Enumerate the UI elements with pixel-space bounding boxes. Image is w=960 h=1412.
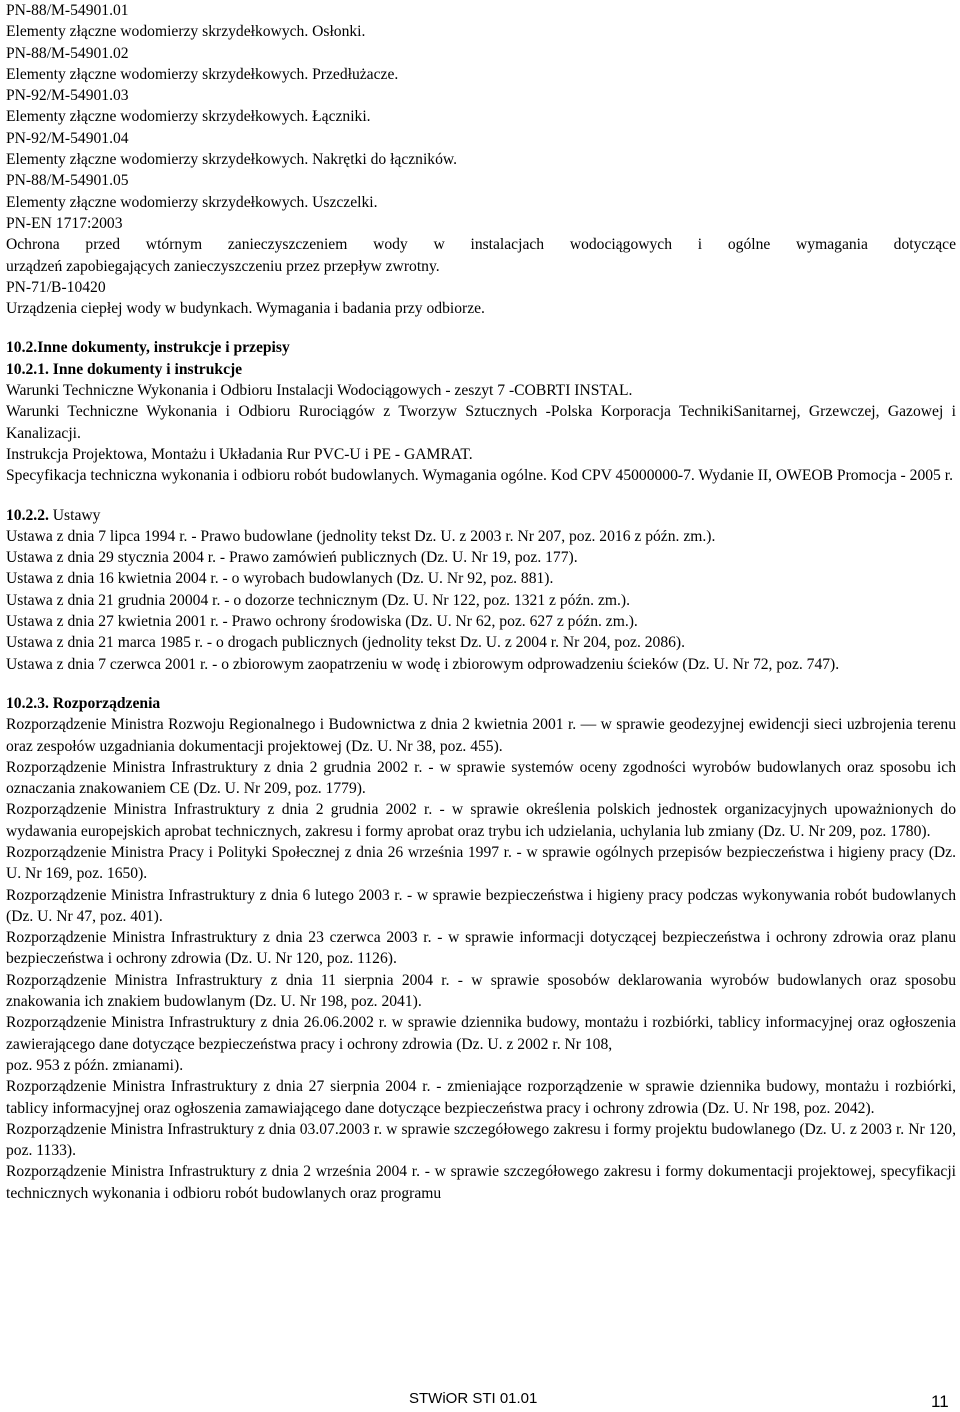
standard-code: PN-92/M-54901.03 bbox=[6, 87, 129, 105]
regulation-item: Rozporządzenie Ministra Infrastruktury z dnia 2 grudnia 2002 r. - w sprawie systemów oceny zgodności wyrobów budowlanych oraz sposobu ich oznaczania znakowaniem CE (Dz. U. Nr 209, poz. 1779). bbox=[6, 758, 956, 798]
standard-title: Ochrona przed wtórnym zanieczyszczeniem wody w instalacjach wodociągowych i ogólne wymagania dotyczące bbox=[6, 236, 956, 254]
document-item: Instrukcja Projektowa, Montażu i Układania Rur PVC-U i PE - GAMRAT. bbox=[6, 445, 473, 463]
law-item: Ustawa z dnia 7 lipca 1994 r. - Prawo budowlane (jednolity tekst Dz. U. z 2003 r. Nr 207, poz. 2016 z późn. zm.). bbox=[6, 527, 716, 545]
heading-number: 10.2.3. bbox=[6, 694, 49, 712]
regulation-item: Rozporządzenie Ministra Infrastruktury z dnia 2 września 2004 r. - w sprawie szczegółowego zakresu i formy dokumentacji projektowej, specyfikacji technicznych wykonania i odbioru robót budowlanych oraz programu bbox=[6, 1163, 956, 1202]
regulation-item: Rozporządzenie Ministra Infrastruktury z dnia 6 lutego 2003 r. - w sprawie bezpieczeństwa i higieny pracy podczas wykonywania robót budowlanych (Dz. U. Nr 47, poz. 401). bbox=[6, 886, 956, 925]
regulation-item: Rozporządzenie Ministra Infrastruktury z dnia 27 sierpnia 2004 r. - zmieniające rozporządzenie w sprawie dziennika budowy, montażu i rozbiórki, tablicy informacyjnej oraz ogłoszenia zamawiającego dane dotyczące bezpieczeństwa pracy i ochrony zdrowia (Dz. U. Nr 198, poz. 2042). bbox=[6, 1078, 956, 1117]
standard-title: Elementy złączne wodomierzy skrzydełkowych. Osłonki. bbox=[6, 23, 366, 41]
standard-title: Urządzenia ciepłej wody w budynkach. Wymagania i badania przy odbiorze. bbox=[6, 300, 485, 318]
standard-title: Elementy złączne wodomierzy skrzydełkowych. Łączniki. bbox=[6, 108, 371, 126]
subsection-heading bbox=[6, 693, 956, 714]
document-item: Specyfikacja techniczna wykonania i odbioru robót budowlanych. Wymagania ogólne. Kod CPV 45000000-7. Wydanie II, OWEOB Promocja - 2005 r. bbox=[6, 467, 953, 485]
document-item: Warunki Techniczne Wykonania i Odbioru Rurociągów z Tworzyw Sztucznych -Polska Korporacja TechnikiSanitarnej, Grzewczej, Gazowej i Kanalizacji. bbox=[6, 403, 956, 442]
regulation-item: Rozporządzenie Ministra Infrastruktury z dnia 11 sierpnia 2004 r. - w sprawie sposobów deklarowania wyrobów budowlanych oraz sposobu znakowania ich znakiem budowlanym (Dz. U. Nr 198, poz. 2041). bbox=[6, 971, 956, 1011]
standard-title: Elementy złączne wodomierzy skrzydełkowych. Nakrętki do łączników. bbox=[6, 151, 458, 169]
law-item: Ustawa z dnia 21 grudnia 20004 r. - o dozorze technicznym (Dz. U. Nr 122, poz. 1321 z późn. zm.). bbox=[6, 591, 631, 609]
page-number: 11 bbox=[931, 1392, 949, 1411]
regulation-item-continued: poz. 953 z późn. zmianami). bbox=[6, 1056, 184, 1074]
regulation-item: Rozporządzenie Ministra Pracy i Polityki Społecznej z dnia 26 września 1997 r. - w sprawie ogólnych przepisów bezpieczeństwa i higieny pracy (Dz. U. Nr 169, poz. 1650). bbox=[6, 843, 956, 883]
regulation-item: Rozporządzenie Ministra Infrastruktury z dnia 26.06.2002 r. w sprawie dziennika budowy, montażu i rozbiórki, tablicy informacyjnej oraz ogłoszenia zawierającego dane dotyczące bezpieczeństwa pracy i ochrony zdrowia (Dz. U. z 2002 r. Nr 108, bbox=[6, 1014, 956, 1053]
document-item: Warunki Techniczne Wykonania i Odbioru Instalacji Wodociągowych - zeszyt 7 -COBRTI INSTAL. bbox=[6, 382, 633, 400]
standard-code: PN-88/M-54901.05 bbox=[6, 172, 129, 190]
standard-code: PN-88/M-54901.02 bbox=[6, 44, 129, 62]
standard-code: PN-92/M-54901.04 bbox=[6, 129, 129, 147]
regulation-item: Rozporządzenie Ministra Infrastruktury z dnia 03.07.2003 r. w sprawie szczegółowego zakresu i formy projektu budowlanego (Dz. U. z 2003 r. Nr 120, poz. 1133). bbox=[6, 1120, 956, 1160]
subsection-heading bbox=[6, 505, 956, 526]
standard-code: PN-EN 1717:2003 bbox=[6, 214, 123, 232]
document-page bbox=[6, 0, 956, 1204]
standard-title: Elementy złączne wodomierzy skrzydełkowych. Przedłużacze. bbox=[6, 65, 399, 83]
regulation-item: Rozporządzenie Ministra Infrastruktury z dnia 2 grudnia 2002 r. - w sprawie określenia polskich jednostek organizacyjnych upoważnionych do wydawania europejskich aprobat technicznych, zakresu i formy aprobat oraz trybu ich udzielania, uchylania lub zmiany (Dz. U. Nr 209, poz. 1780). bbox=[6, 801, 956, 840]
standard-code: PN-88/M-54901.01 bbox=[6, 2, 129, 19]
law-item: Ustawa z dnia 27 kwietnia 2001 r. - Prawo ochrony środowiska (Dz. U. Nr 62, poz. 627 z późn. zm.). bbox=[6, 613, 638, 631]
standard-code: PN-71/B-10420 bbox=[6, 278, 106, 296]
heading-title: Ustawy bbox=[52, 506, 101, 524]
law-item: Ustawa z dnia 7 czerwca 2001 r. - o zbiorowym zaopatrzeniu w wodę i zbiorowym odprowadzeniu ścieków (Dz. U. Nr 72, poz. 747). bbox=[6, 655, 840, 673]
footer-document-code: STWiOR STI 01.01 bbox=[409, 1390, 538, 1407]
regulation-item: Rozporządzenie Ministra Infrastruktury z dnia 23 czerwca 2003 r. - w sprawie informacji dotyczącej bezpieczeństwa i ochrony zdrowia oraz planu bezpieczeństwa i ochrony zdrowia (Dz. U. Nr 120, poz. 1126). bbox=[6, 929, 956, 968]
standard-title-continued: urządzeń zapobiegających zanieczyszczeniu przez przepływ zwrotny. bbox=[6, 257, 440, 275]
section-heading: 10.2.Inne dokumenty, instrukcje i przepisy bbox=[6, 339, 290, 357]
regulation-item: Rozporządzenie Ministra Rozwoju Regionalnego i Budownictwa z dnia 2 kwietnia 2001 r. — w sprawie geodezyjnej ewidencji sieci uzbrojenia terenu oraz zespołów uzgadniania dokumentacji projektowej (Dz. U. Nr 38, poz. 455). bbox=[6, 716, 956, 755]
law-item: Ustawa z dnia 16 kwietnia 2004 r. - o wyrobach budowlanych (Dz. U. Nr 92, poz. 881). bbox=[6, 570, 554, 588]
law-item: Ustawa z dnia 21 marca 1985 r. - o drogach publicznych (jednolity tekst Dz. U. z 2004 r. Nr 204, poz. 2086). bbox=[6, 634, 686, 652]
subsection-heading: 10.2.1. Inne dokumenty i instrukcje bbox=[6, 360, 243, 378]
heading-title: Rozporządzenia bbox=[52, 694, 161, 712]
law-item: Ustawa z dnia 29 stycznia 2004 r. - Prawo zamówień publicznych (Dz. U. Nr 19, poz. 177). bbox=[6, 549, 578, 567]
standard-title: Elementy złączne wodomierzy skrzydełkowych. Uszczelki. bbox=[6, 193, 378, 211]
heading-number: 10.2.2. bbox=[6, 506, 49, 524]
